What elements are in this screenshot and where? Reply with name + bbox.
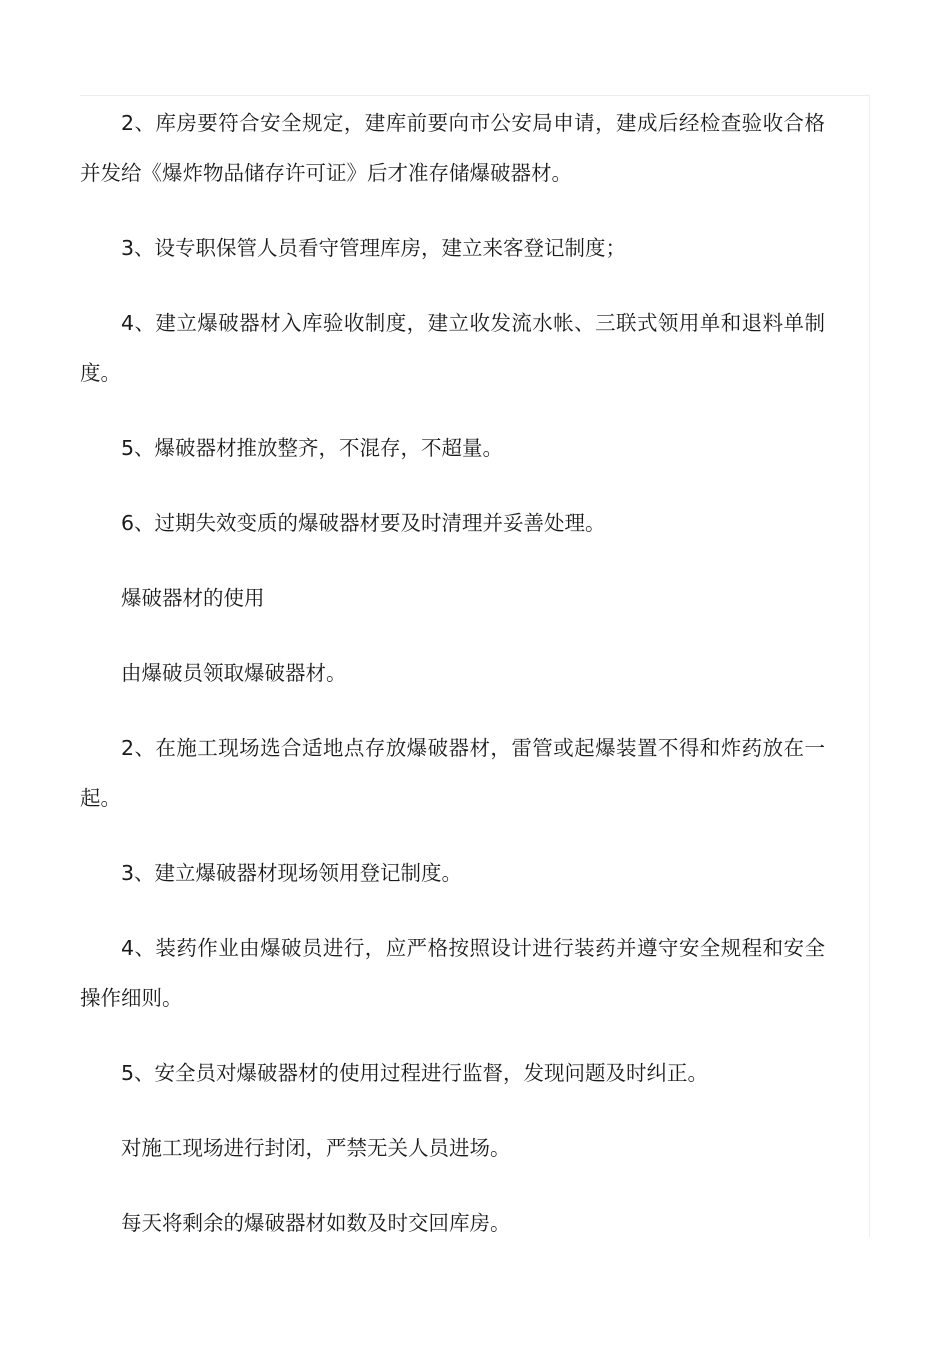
paragraph-supervision: 5、安全员对爆破器材的使用过程进行监督，发现问题及时纠正。 <box>121 1061 709 1085</box>
paragraph-collection: 由爆破员领取爆破器材。 <box>121 661 347 685</box>
paragraph-stacking: 5、爆破器材推放整齐，不混存，不超量。 <box>121 436 504 460</box>
paragraph-warehouse-permit: 2、库房要符合安全规定，建库前要向市公安局申请，建成后经检查验收合格并发给《爆炸物品储存许可证》后才准存储爆破器材。 <box>80 111 825 185</box>
section-heading-usage: 爆破器材的使用 <box>121 586 265 610</box>
paragraph-inspection-system: 4、建立爆破器材入库验收制度，建立收发流水帐、三联式领用单和退料单制度。 <box>80 311 825 385</box>
paragraph-expired-disposal: 6、过期失效变质的爆破器材要及时清理并妥善处理。 <box>121 511 606 535</box>
paragraph-return-remaining: 每天将剩余的爆破器材如数及时交回库房。 <box>121 1211 511 1235</box>
paragraph-site-closure: 对施工现场进行封闭，严禁无关人员进场。 <box>121 1136 511 1160</box>
page-right-border <box>869 95 870 1237</box>
paragraph-custodian: 3、设专职保管人员看守管理库房，建立来客登记制度； <box>121 236 627 260</box>
paragraph-charging: 4、装药作业由爆破员进行，应严格按照设计进行装药并遵守安全规程和安全操作细则。 <box>80 936 825 1010</box>
document-body <box>80 98 825 1273</box>
paragraph-onsite-registration: 3、建立爆破器材现场领用登记制度。 <box>121 861 463 885</box>
page-top-border <box>80 95 870 96</box>
paragraph-onsite-storage: 2、在施工现场选合适地点存放爆破器材，雷管或起爆装置不得和炸药放在一起。 <box>80 736 825 810</box>
